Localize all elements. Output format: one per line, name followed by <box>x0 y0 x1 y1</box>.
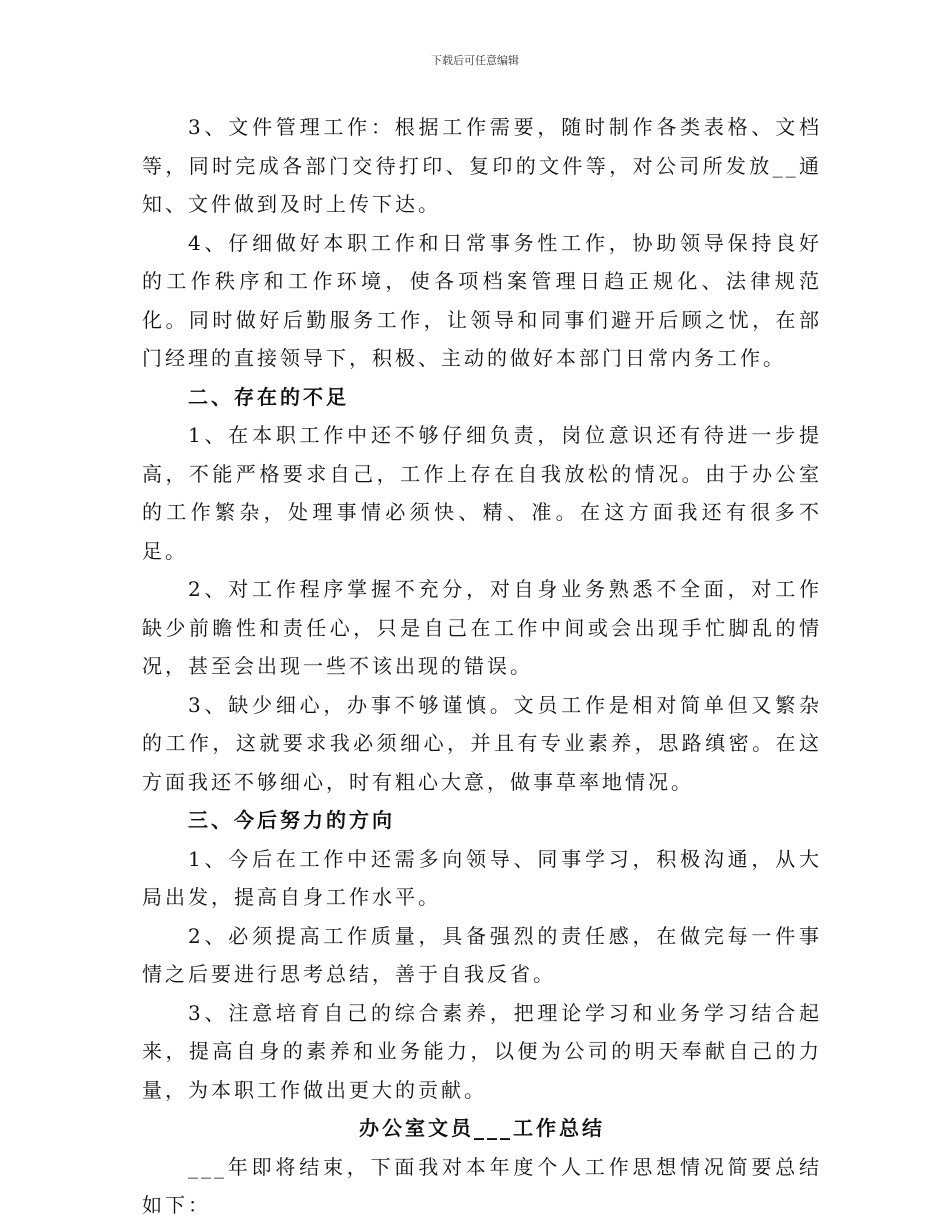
paragraph-shortcoming-3: 3、缺少细心，办事不够谨慎。文员工作是相对简单但又繁杂的工作，这就要求我必须细心，并且有专业素养，思路缜密。在这方面我还不够细心，时有粗心大意，做事草率地情况。 <box>142 692 822 794</box>
paragraph-daily-work: 4、仔细做好本职工作和日常事务性工作，协助领导保持良好的工作秩序和工作环境，使各项档案管理日趋正规化、法律规范化。同时做好后勤服务工作，让领导和同事们避开后顾之忧，在部门经理的直接领导下，积极、主动的做好本部门日常内务工作。 <box>142 230 822 370</box>
section-heading-shortcomings: 二、存在的不足 <box>188 384 349 409</box>
paragraph-intro: ___年即将结束，下面我对本年度个人工作思想情况简要总结如下： <box>142 1154 822 1217</box>
document-title: 办公室文员___工作总结 <box>359 1116 605 1140</box>
page-header: 下载后可任意编辑 <box>431 54 519 67</box>
section-heading-future-direction: 三、今后努力的方向 <box>188 808 395 832</box>
paragraph-direction-1: 1、今后在工作中还需多向领导、同事学习，积极沟通，从大局出发，提高自身工作水平。 <box>142 846 822 909</box>
document-body <box>142 108 822 1225</box>
paragraph-shortcoming-1: 1、在本职工作中还不够仔细负责，岗位意识还有待进一步提高，不能严格要求自己，工作上存在自我放松的情况。由于办公室的工作繁杂，处理事情必须快、精、准。在这方面我还有很多不足。 <box>142 423 822 563</box>
paragraph-shortcoming-2: 2、对工作程序掌握不充分，对自身业务熟悉不全面，对工作缺少前瞻性和责任心，只是自己在工作中间或会出现手忙脚乱的情况，甚至会出现一些不该出现的错误。 <box>142 577 822 678</box>
paragraph-file-management: 3、文件管理工作：根据工作需要，随时制作各类表格、文档等，同时完成各部门交待打印、复印的文件等，对公司所发放__通知、文件做到及时上传下达。 <box>142 115 822 216</box>
paragraph-direction-2: 2、必须提高工作质量，具备强烈的责任感，在做完每一件事情之后要进行思考总结，善于自我反省。 <box>142 923 822 986</box>
paragraph-direction-3: 3、注意培育自己的综合素养，把理论学习和业务学习结合起来，提高自身的素养和业务能力，以便为公司的明天奉献自己的力量，为本职工作做出更大的贡献。 <box>142 1000 822 1102</box>
